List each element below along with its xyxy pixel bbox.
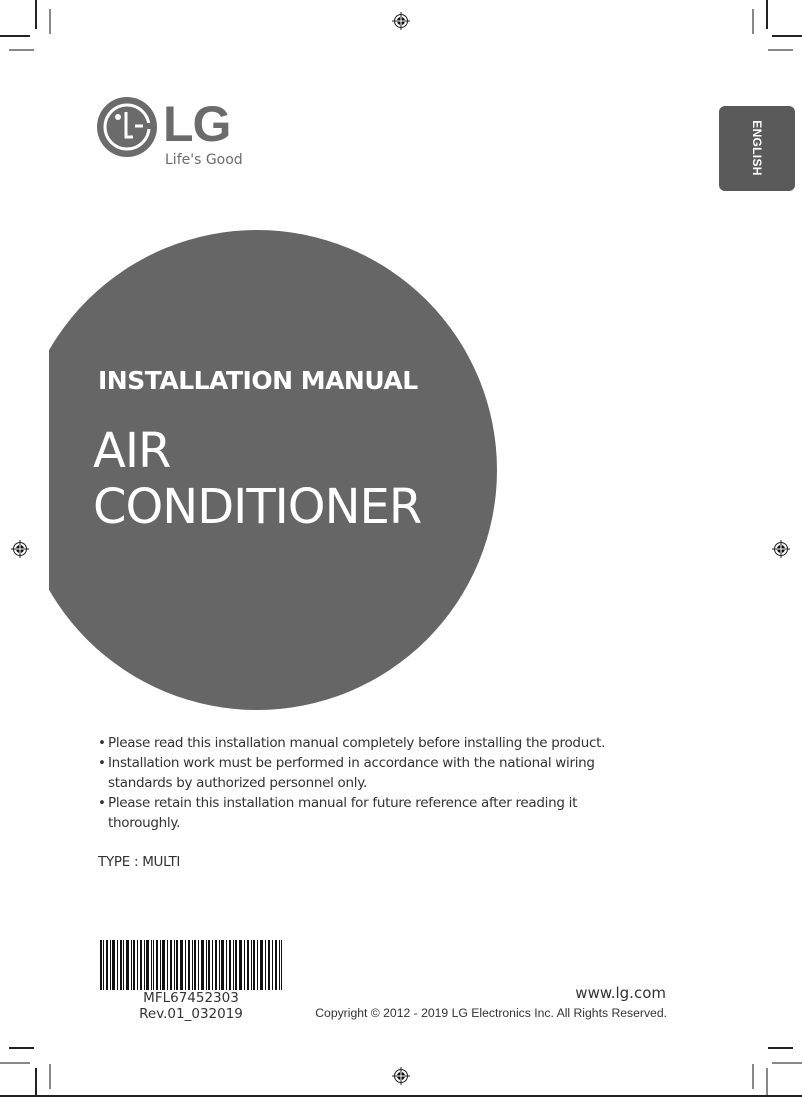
type-label: TYPE : MULTI (98, 854, 181, 870)
crop-mark-icon (49, 1064, 51, 1089)
lg-tagline: Life's Good (165, 152, 243, 168)
crop-mark-icon (35, 0, 37, 29)
note-item: • Please read this installation manual completely before installing the product. (98, 733, 658, 753)
copyright: Copyright © 2012 - 2019 LG Electronics Inc. All Rights Reserved. (315, 1006, 667, 1020)
lg-wordmark: LG (163, 96, 231, 152)
crop-mark-icon (9, 1047, 34, 1049)
website: www.lg.com (575, 984, 666, 1002)
note-item: • Installation work must be performed in accordance with the national wiring standards by authorized personnel only. (98, 753, 618, 793)
crop-mark-icon (0, 35, 30, 37)
note-item: • Please retain this installation manual for future reference after reading it thoroughly. (98, 793, 608, 833)
crop-mark-icon (752, 1064, 754, 1089)
barcode (100, 940, 282, 990)
manual-subtitle: INSTALLATION MANUAL (98, 366, 418, 395)
part-info (100, 990, 282, 1022)
crosshair-registration-icon (11, 540, 29, 558)
part-number: MFL67452303 (143, 990, 239, 1006)
crosshair-registration-icon (392, 1067, 410, 1085)
revision: Rev.01_032019 (139, 1006, 243, 1022)
product-title (93, 423, 421, 535)
crop-mark-icon (35, 1068, 37, 1097)
crop-mark-icon (768, 1047, 793, 1049)
crop-mark-icon (0, 1062, 30, 1064)
product-title-line1: AIR (93, 423, 171, 479)
notes-list (98, 733, 658, 833)
language-tab-label: ENGLISH (750, 120, 764, 176)
crop-mark-icon (766, 1068, 768, 1097)
product-title-line2: CONDITIONER (93, 479, 422, 535)
crop-mark-icon (772, 1062, 802, 1064)
crop-mark-icon (9, 49, 34, 51)
